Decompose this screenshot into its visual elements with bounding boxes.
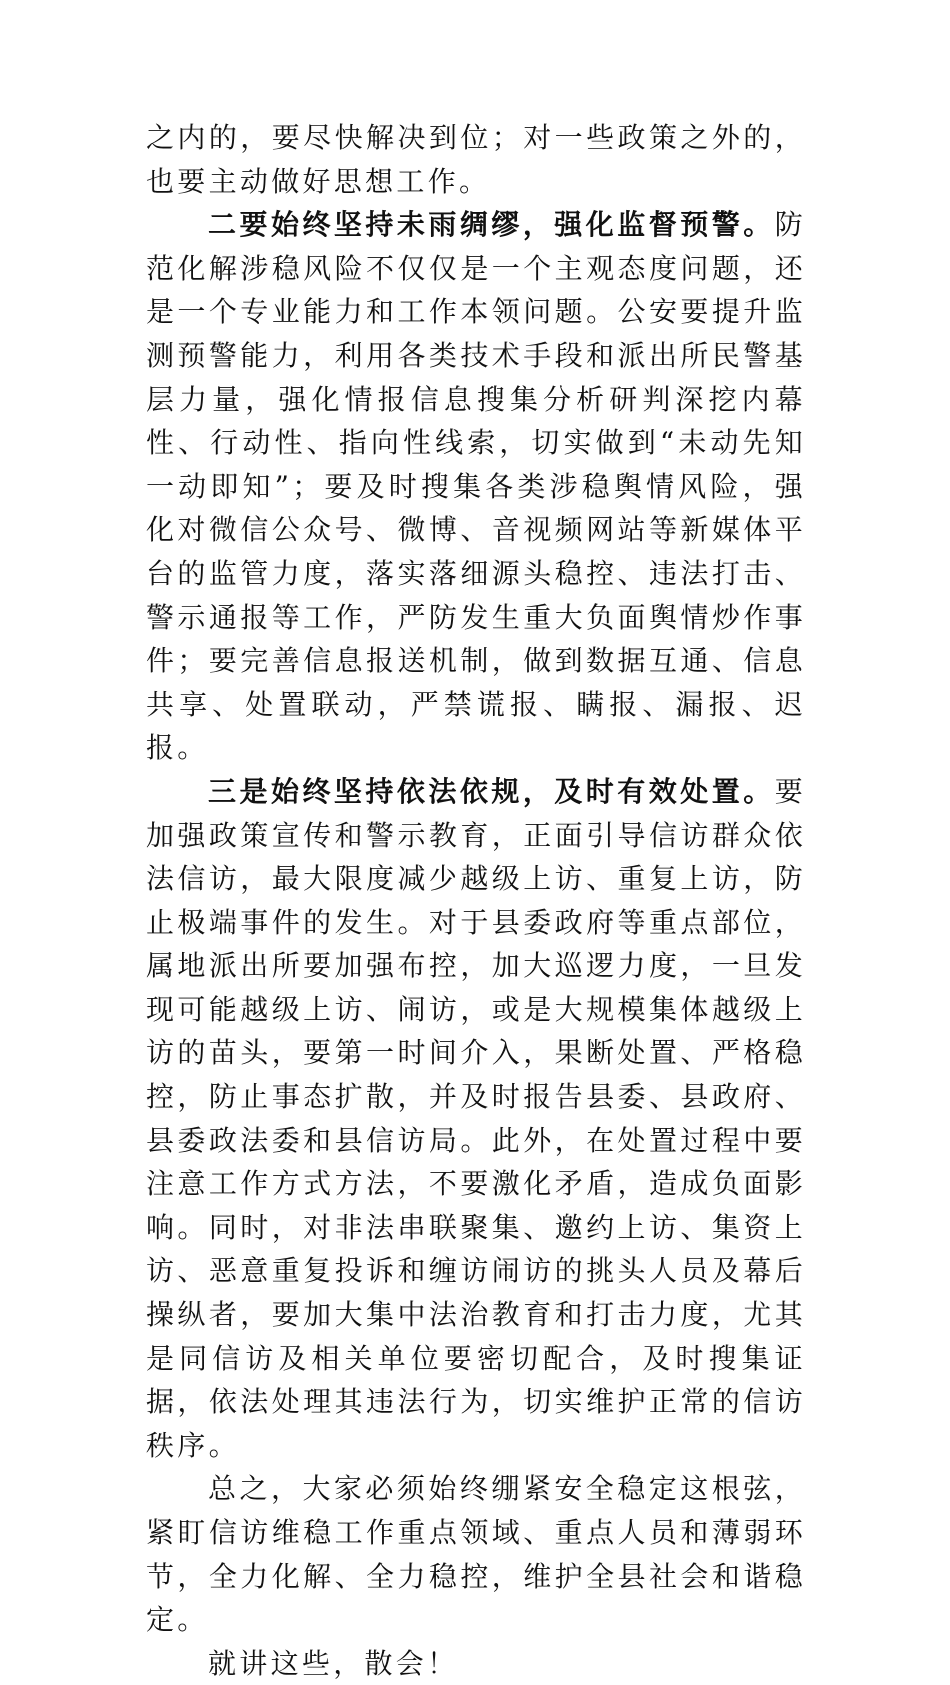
paragraph-summary <box>146 1467 806 1641</box>
paragraph-continuation <box>146 116 806 203</box>
document-page <box>146 116 806 1685</box>
paragraph-point-two <box>146 203 806 770</box>
paragraph-text: 防范化解涉稳风险不仅仅是一个主观态度问题，还是一个专业能力和工作本领问题。公安要提升监测预警能力，利用各类技术手段和派出所民警基层力量，强化情报信息搜集分析研判深挖内幕性、行动性、指向性线索，切实做到“未动先知一动即知”；要及时搜集各类涉稳舆情风险，强化对微信公众号、微博、音视频网站等新媒体平台的监管力度，落实落细源头稳控、违法打击、警示通报等工作，严防发生重大负面舆情炒作事件；要完善信息报送机制，做到数据互通、信息共享、处置联动，严禁谎报、瞒报、漏报、迟报。 <box>146 208 806 765</box>
paragraph-closing <box>146 1642 806 1685</box>
paragraph-text: 之内的，要尽快解决到位；对一些政策之外的，也要主动做好思想工作。 <box>146 121 806 198</box>
paragraph-heading: 二要始终坚持未雨绸缪，强化监督预警。 <box>208 208 775 242</box>
paragraph-heading: 三是始终坚持依法依规，及时有效处置。 <box>208 774 775 808</box>
paragraph-text: 总之，大家必须始终绷紧安全稳定这根弦，紧盯信访维稳工作重点领域、重点人员和薄弱环节，全力化解、全力稳控，维护全县社会和谐稳定。 <box>146 1472 806 1637</box>
paragraph-text: 要加强政策宣传和警示教育，正面引导信访群众依法信访，最大限度减少越级上访、重复上访，防止极端事件的发生。对于县委政府等重点部位，属地派出所要加强布控，加大巡逻力度，一旦发现可能越级上访、闹访，或是大规模集体越级上访的苗头，要第一时间介入，果断处置、严格稳控，防止事态扩散，并及时报告县委、县政府、县委政法委和县信访局。此外，在处置过程中要注意工作方式方法，不要激化矛盾，造成负面影响。同时，对非法串联聚集、邀约上访、集资上访、恶意重复投诉和缠访闹访的挑头人员及幕后操纵者，要加大集中法治教育和打击力度，尤其是同信访及相关单位要密切配合，及时搜集证据，依法处理其违法行为，切实维护正常的信访秩序。 <box>146 774 806 1462</box>
paragraph-point-three <box>146 770 806 1468</box>
paragraph-text: 就讲这些，散会！ <box>208 1646 459 1680</box>
